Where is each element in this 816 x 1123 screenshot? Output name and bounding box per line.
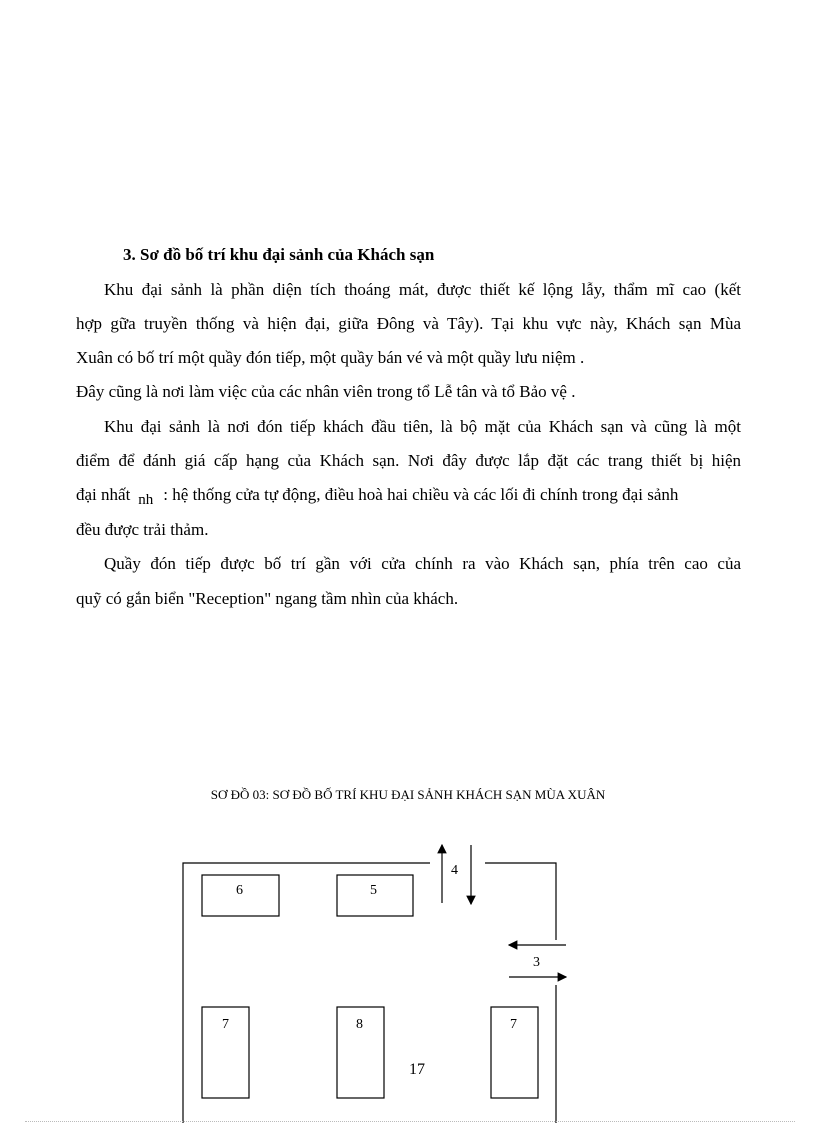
label-counter-5: 5 [370,883,377,898]
subscript-note: nh [138,492,154,508]
paragraph-3-line-1: Khu đại sảnh là nơi đón tiếp khách đầu tiên, là bộ mặt của Khách sạn và cũng là một [104,417,741,436]
paragraph-4-line-1: Quầy đón tiếp được bố trí gần với cửa chính ra vào Khách sạn, phía trên cao của [104,554,741,573]
label-entrance: 4 [451,863,458,878]
paragraph-2: Đây cũng là nơi làm việc của các nhân viên trong tổ Lễ tân và tổ Bảo vệ . [76,382,576,401]
section-heading: 3. Sơ đồ bố trí khu đại sảnh của Khách sạn [123,245,435,264]
label-area-7-left: 7 [222,1017,229,1032]
page-bottom-edge [25,1121,795,1122]
paragraph-3-line-4: đều được trải thảm. [76,520,209,539]
paragraph-1-line-2: hợp gữa truyền thống và hiện đại, giữa Đông và Tây). Tại khu vực này, Khách sạn Mùa [76,314,741,333]
paragraph-4-line-2: quỹ có gắn biển "Reception" ngang tầm nhìn của khách. [76,589,459,608]
label-hall: 17 [409,1061,425,1078]
paragraph-1-line-1: Khu đại sảnh là phần diện tích thoáng mát, được thiết kế lộng lẫy, thẩm mĩ cao (kết [104,280,741,299]
label-side-door: 3 [533,955,540,970]
diagram-title: SƠ ĐỒ 03: SƠ ĐỒ BỐ TRÍ KHU ĐẠI SẢNH KHÁCH SẠN MÙA XUÂN [210,787,606,802]
left-top-wall [183,863,430,1123]
paragraph-3-line-3-start: đại nhất [76,485,131,504]
label-area-8: 8 [356,1017,363,1032]
label-counter-6: 6 [236,883,243,898]
paragraph-1-line-3: Xuân có bố trí một quầy đón tiếp, một quầy bán vé và một quầy lưu niệm . [76,348,585,367]
right-top-wall [485,863,556,940]
paragraph-3-line-2: điểm để đánh giá cấp hạng của Khách sạn. Nơi đây được lắp đặt các trang thiết bị hiện [76,451,741,470]
label-area-7-right: 7 [510,1017,517,1032]
paragraph-3-line-3-end: : hệ thống cửa tự động, điều hoà hai chiều và các lối đi chính trong đại sảnh [163,485,679,504]
